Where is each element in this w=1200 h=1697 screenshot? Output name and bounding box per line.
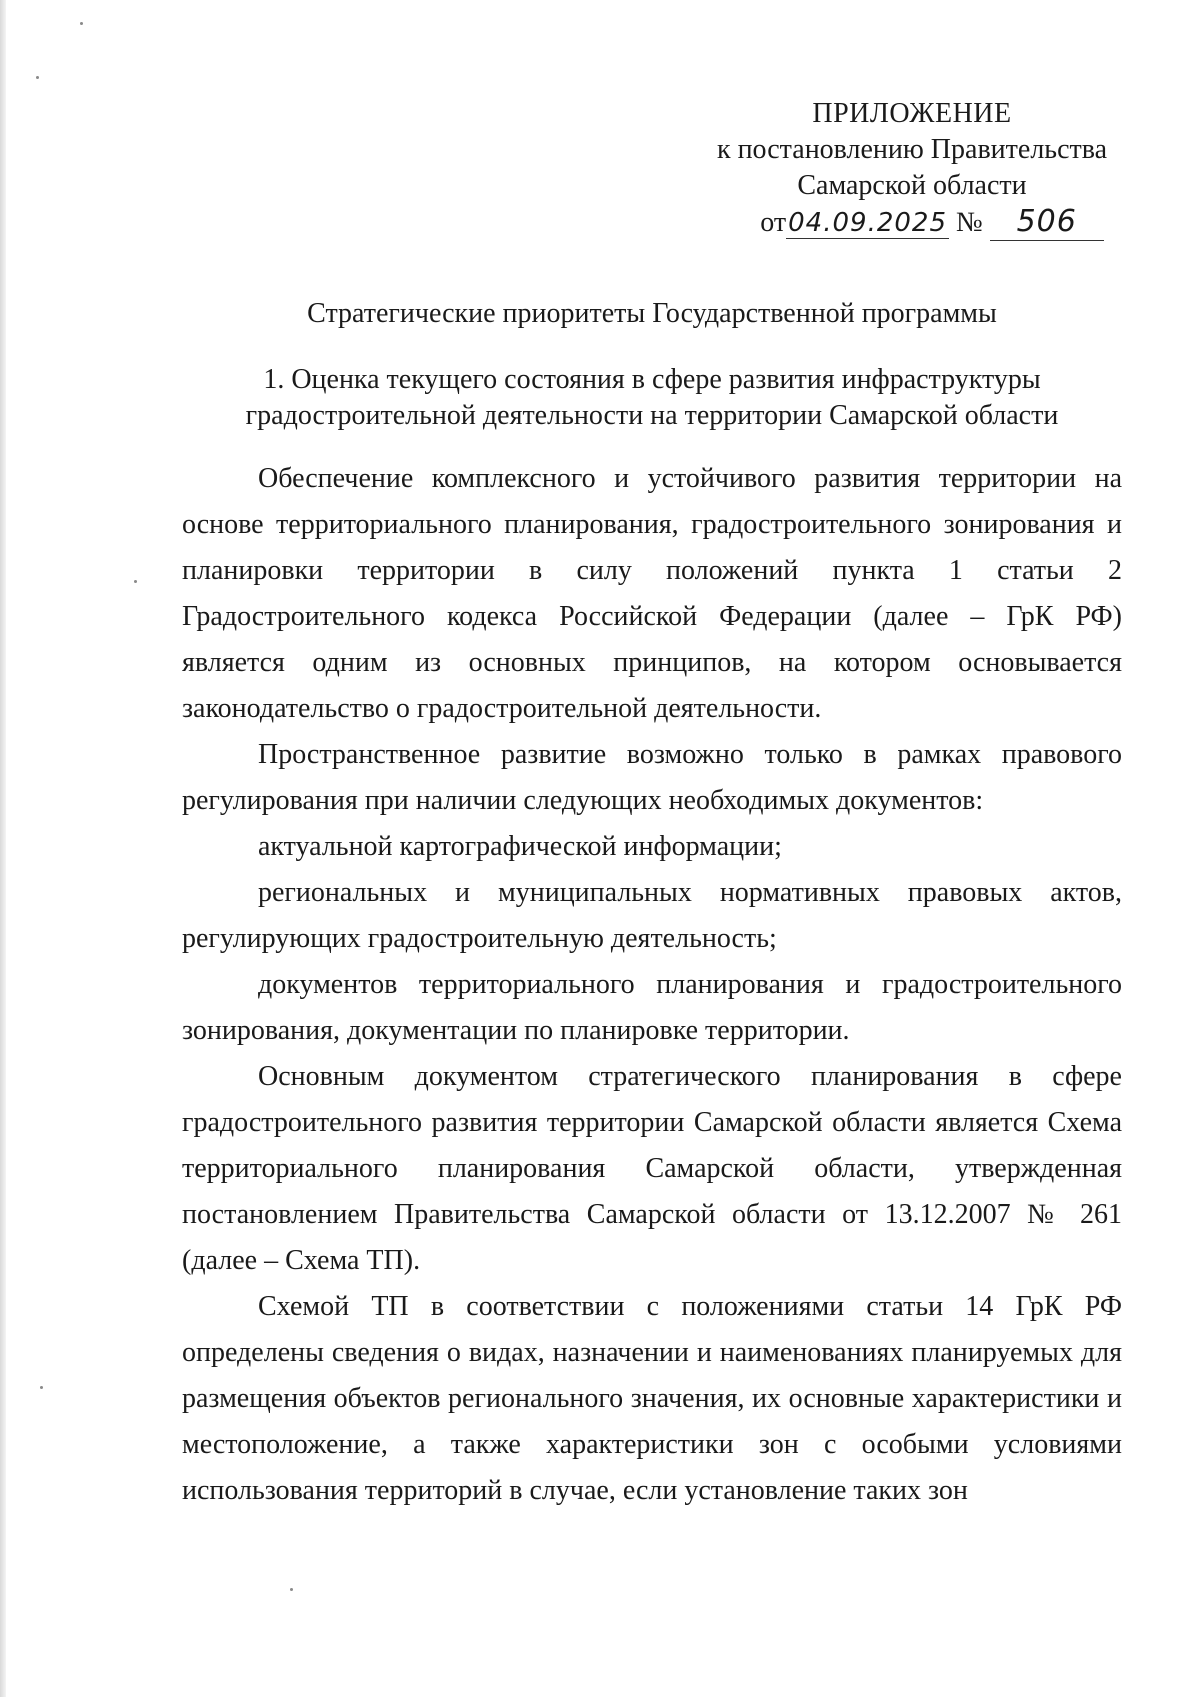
scan-speck	[40, 1386, 43, 1389]
handwritten-number: 506	[990, 204, 1104, 241]
scan-speck	[290, 1588, 293, 1591]
paragraph: Схемой ТП в соответствии с положениями статьи 14 ГрК РФ определены сведения о видах, назначении и наименованиях планируемых для размещения объектов регионального значения, их основные характеристики и местоположение, а также характеристики зон с особыми условиями использования территорий в случае, если установление таких зон	[182, 1291, 1122, 1506]
paragraph: Основным документом стратегического планирования в сфере градостроительного развития территории Самарской области является Схема территориального планирования Самарской области, утвержденная постановлением Правительства Самарской области от 13.12.2007 № 261 (далее – Схема ТП).	[182, 1061, 1122, 1276]
handwritten-date: 04.09.2025	[788, 208, 948, 238]
appendix-resolution-line: к постановлению Правительства	[716, 134, 1108, 165]
scan-speck	[134, 580, 137, 583]
list-item: актуальной картографической информации;	[258, 831, 782, 862]
document-title: Стратегические приоритеты Государственной программы	[307, 298, 997, 329]
appendix-label: ПРИЛОЖЕНИЕ	[812, 98, 1012, 129]
body-text	[182, 456, 1122, 1514]
paragraph: Обеспечение комплексного и устойчивого развития территории на основе территориального планирования, градостроительного зонирования и планировки территории в силу положений пункта 1 статьи 2 Градостроительного кодекса Российской Федерации (далее – ГрК РФ) является одним из основных принципов, на котором основывается законодательство о градостроительной деятельности.	[182, 463, 1122, 724]
appendix-header	[702, 96, 1122, 241]
scan-speck	[36, 76, 39, 79]
appendix-region-line: Самарской области	[797, 170, 1027, 201]
scan-edge	[0, 0, 6, 1697]
list-item: региональных и муниципальных нормативных правовых актов, регулирующих градостроительную деятельность;	[182, 877, 1122, 954]
section-heading-line: 1. Оценка текущего состояния в сфере развития инфраструктуры	[263, 364, 1041, 395]
section-heading	[182, 362, 1122, 434]
list-item: документов территориального планирования и градостроительного зонирования, документации по планировке территории.	[182, 969, 1122, 1046]
number-sign: №	[956, 207, 983, 238]
date-number-line	[760, 204, 1103, 241]
paragraph: Пространственное развитие возможно только в рамках правового регулирования при наличии следующих необходимых документов:	[182, 739, 1122, 816]
section-heading-line: градостроительной деятельности на территории Самарской области	[245, 400, 1059, 431]
date-prefix: от	[760, 207, 787, 238]
scan-speck	[80, 22, 83, 25]
